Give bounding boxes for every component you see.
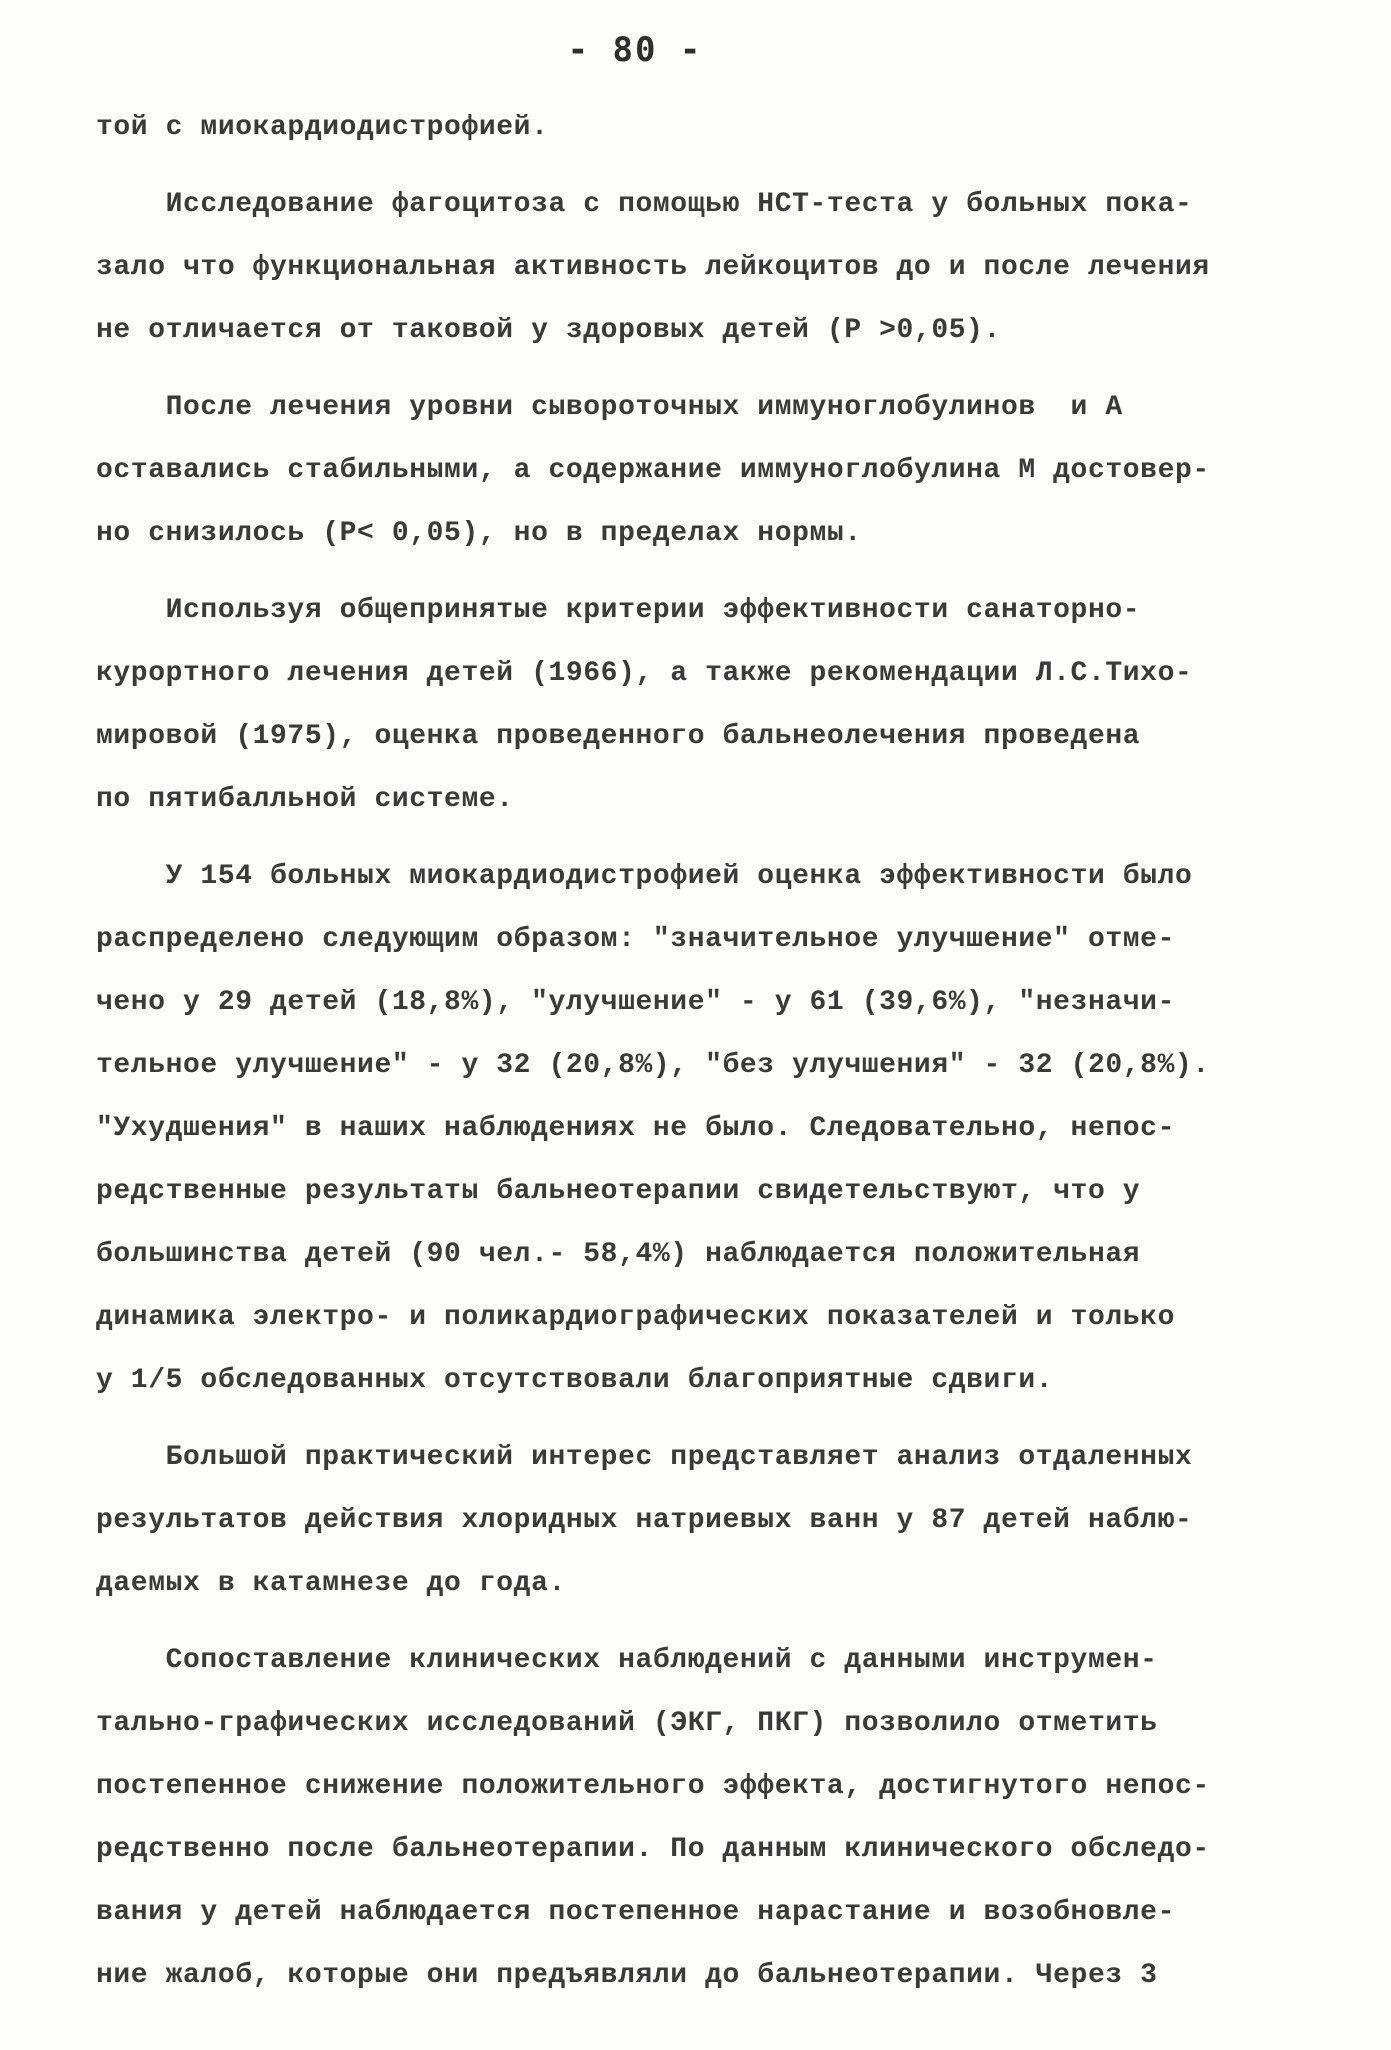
- text-line: у 1/5 обследованных отсутствовали благоприятные сдвиги.: [96, 1365, 1054, 1396]
- paragraph-gap: [96, 1412, 1306, 1426]
- text-line: Сопоставление клинических наблюдений с данными инструмен-: [96, 1645, 1158, 1676]
- document-body: [96, 96, 1306, 2007]
- text-line: зало что функциональная активность лейкоцитов до и после лечения: [96, 252, 1210, 283]
- paragraph-gap: [96, 159, 1306, 173]
- text-line: редственные результаты бальнеотерапии свидетельствуют, что у: [96, 1176, 1141, 1207]
- text-line: результатов действия хлоридных натриевых ванн у 87 детей наблю-: [96, 1505, 1193, 1536]
- text-line: динамика электро- и поликардиографических показателей и только: [96, 1302, 1175, 1333]
- text-line: Большой практический интерес представляет анализ отдаленных: [96, 1442, 1193, 1473]
- text-line: большинства детей (90 чел.- 58,4%) наблюдается положительная: [96, 1239, 1141, 1270]
- text-line: Исследование фагоцитоза с помощью НСТ-теста у больных пока-: [96, 189, 1193, 220]
- text-line: той с миокардиодистрофией.: [96, 112, 549, 143]
- text-line: Используя общепринятые критерии эффективности санаторно-: [96, 595, 1141, 626]
- text-line: После лечения уровни сывороточных иммуноглобулинов и А: [96, 392, 1123, 423]
- text-line: распределено следующим образом: "значительное улучшение" отме-: [96, 924, 1175, 955]
- text-line: по пятибалльной системе.: [96, 784, 514, 815]
- text-line: ние жалоб, которые они предъявляли до бальнеотерапии. Через 3: [96, 1960, 1158, 1991]
- text-line: не отличается от таковой у здоровых детей (Р >0,05).: [96, 315, 1001, 346]
- text-line: мировой (1975), оценка проведенного бальнеолечения проведена: [96, 721, 1141, 752]
- text-line: редственно после бальнеотерапии. По данным клинического обследо-: [96, 1834, 1210, 1865]
- text-line: но снизилось (Р< 0,05), но в пределах нормы.: [96, 518, 862, 549]
- paragraph-gap: [96, 1615, 1306, 1629]
- text-line: чено у 29 детей (18,8%), "улучшение" - у 61 (39,6%), "незначи-: [96, 987, 1175, 1018]
- text-line: У 154 больных миокардиодистрофией оценка эффективности было: [96, 861, 1193, 892]
- text-line: оставались стабильными, а содержание иммуноглобулина М достовер-: [96, 455, 1210, 486]
- text-line: тально-графических исследований (ЭКГ, ПКГ) позволило отметить: [96, 1708, 1158, 1739]
- text-line: постепенное снижение положительного эффекта, достигнутого непос-: [96, 1771, 1210, 1802]
- paragraph-gap: [96, 362, 1306, 376]
- text-line: вания у детей наблюдается постепенное нарастание и возобновле-: [96, 1897, 1175, 1928]
- text-line: "Ухудшения" в наших наблюдениях не было. Следовательно, непос-: [96, 1113, 1175, 1144]
- paragraph-gap: [96, 831, 1306, 845]
- page-number: - 80 -: [567, 30, 703, 70]
- text-line: курортного лечения детей (1966), а также рекомендации Л.С.Тихо-: [96, 658, 1193, 689]
- text-line: тельное улучшение" - у 32 (20,8%), "без улучшения" - 32 (20,8%).: [96, 1050, 1210, 1081]
- text-line: даемых в катамнезе до года.: [96, 1568, 566, 1599]
- paragraph-gap: [96, 565, 1306, 579]
